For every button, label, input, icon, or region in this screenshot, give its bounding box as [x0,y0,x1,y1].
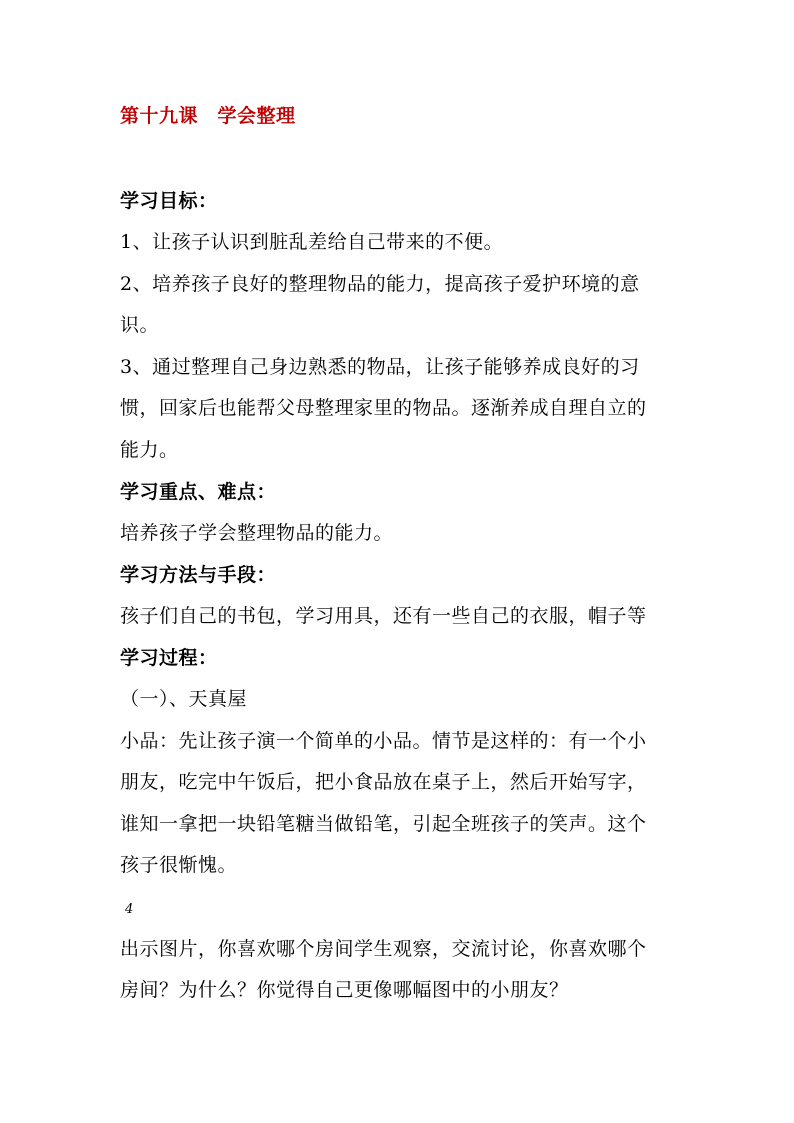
objective-3-line-1: 3、通过整理自己身边熟悉的物品，让孩子能够养成良好的习 [120,356,640,378]
section-1-title: （一）、天真屋 [120,688,248,710]
objective-1: 1、让孩子认识到脏乱差给自己带来的不便。 [120,231,504,253]
sketch-line-4: 孩子很惭愧。 [120,854,238,876]
sketch-line-1: 小品：先让孩子演一个简单的小品。情节是这样的：有一个小 [120,730,647,752]
objective-3-line-3: 能力。 [120,439,179,461]
process-heading: 学习过程： [120,647,218,669]
objectives-heading: 学习目标： [120,190,218,212]
sketch-line-3: 谁知一拿把一块铅笔糖当做铅笔，引起全班孩子的笑声。这个 [120,813,647,835]
key-points-text: 培养孩子学会整理物品的能力。 [120,522,394,544]
objective-2-line-2: 识。 [120,314,160,336]
discussion-line-2: 房间？为什么？你觉得自己更像哪幅图中的小朋友？ [120,979,569,1001]
objective-2-line-1: 2、培养孩子良好的整理物品的能力，提高孩子爱护环境的意 [120,273,640,295]
discussion-line-1: 出示图片，你喜欢哪个房间学生观察，交流讨论，你喜欢哪个 [120,938,647,960]
methods-text: 孩子们自己的书包，学习用具，还有一些自己的衣服，帽子等 [120,605,647,627]
objective-3-line-2: 惯，回家后也能帮父母整理家里的物品。逐渐养成自理自立的 [120,397,647,419]
step-marker: 4 [125,902,134,917]
sketch-line-2: 朋友，吃完中午饭后，把小食品放在桌子上，然后开始写字， [120,771,647,793]
lesson-title: 第十九课 学会整理 [120,105,296,127]
methods-heading: 学习方法与手段： [120,564,277,586]
key-points-heading: 学习重点、难点： [120,481,277,503]
